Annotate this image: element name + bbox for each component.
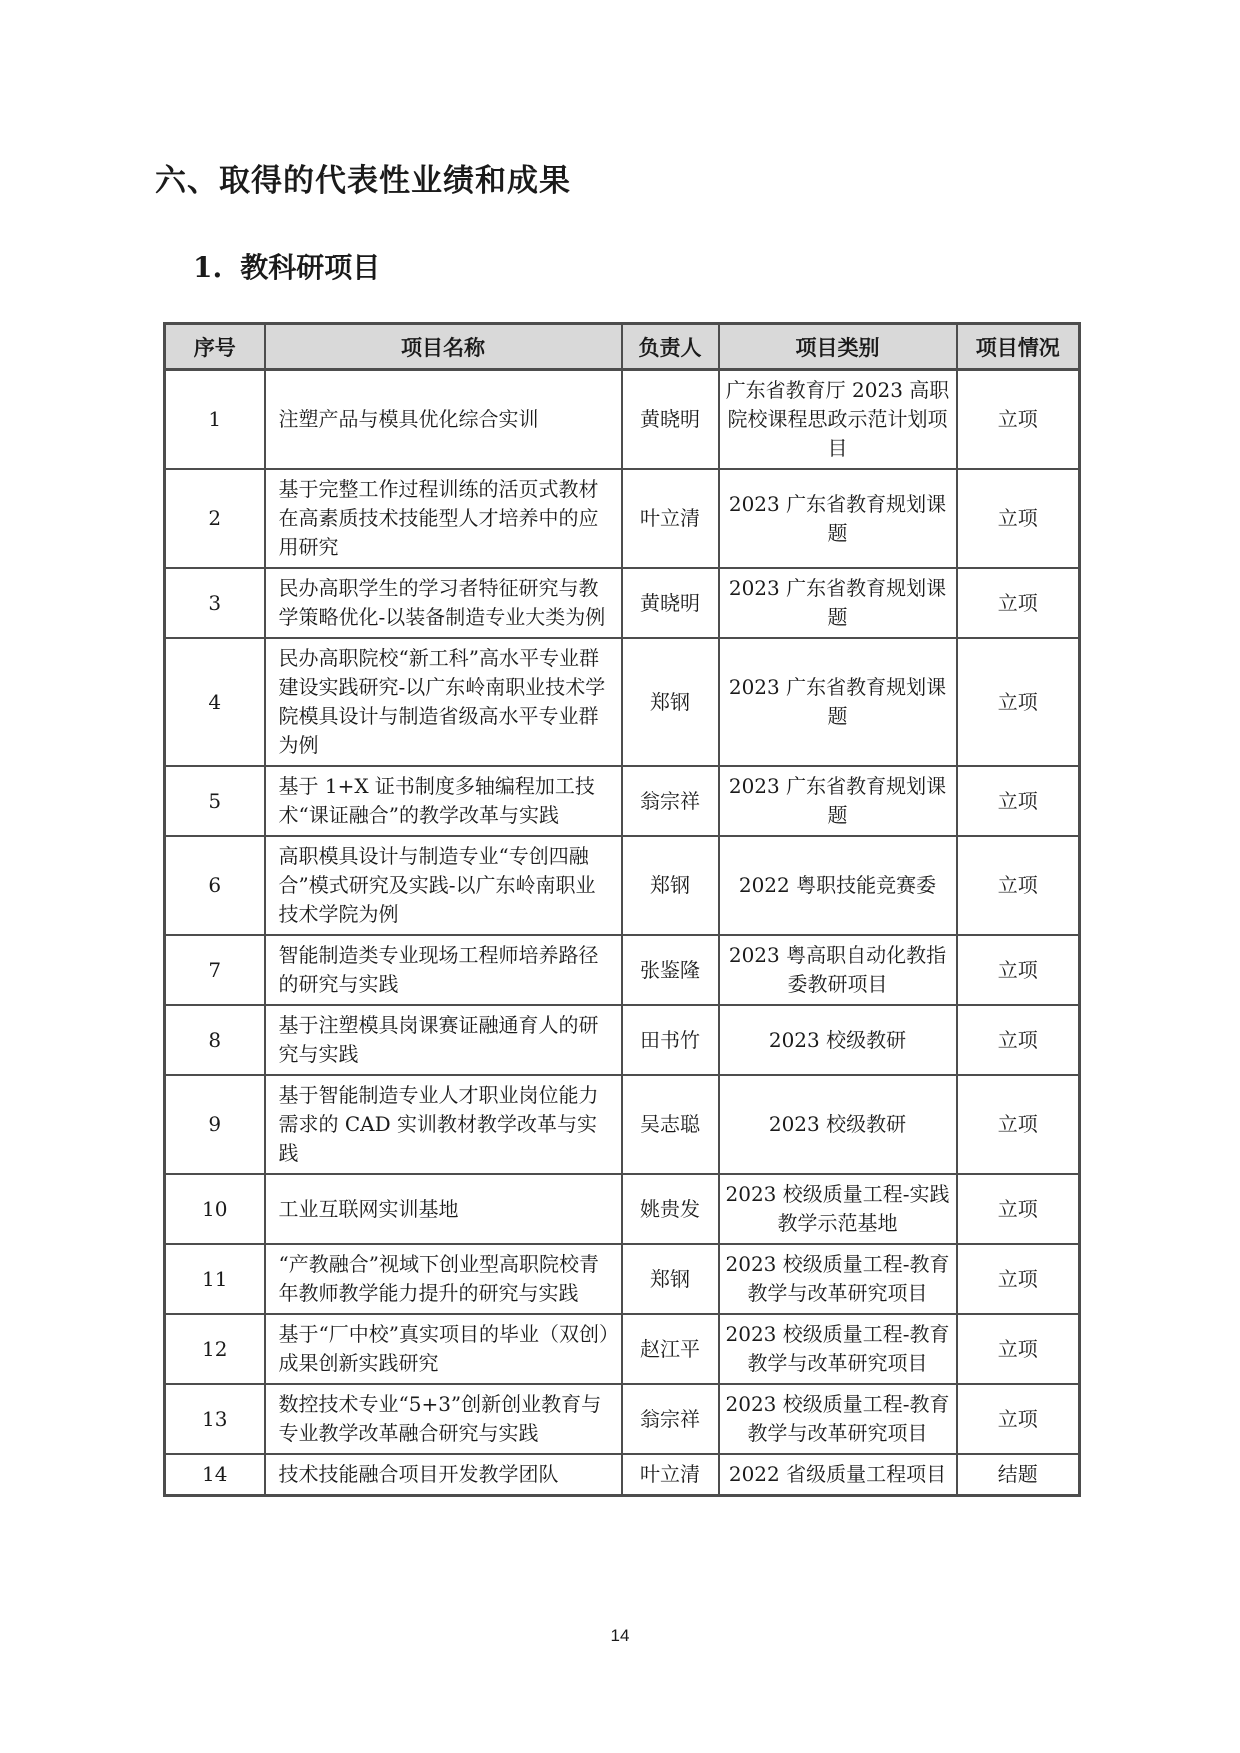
projects-table — [163, 322, 1081, 1497]
project-status-cell: 立项 — [957, 1314, 1080, 1384]
project-category-cell: 2022 省级质量工程项目 — [719, 1454, 957, 1496]
table-row — [165, 638, 1080, 766]
leader-name-cell: 叶立清 — [622, 1454, 719, 1496]
row-index-cell: 12 — [165, 1314, 265, 1384]
row-index-cell: 11 — [165, 1244, 265, 1314]
project-status-cell: 立项 — [957, 1384, 1080, 1454]
project-status-cell: 立项 — [957, 1174, 1080, 1244]
table-header-row — [165, 324, 1080, 370]
project-status-cell: 立项 — [957, 568, 1080, 638]
project-status-cell: 立项 — [957, 469, 1080, 568]
project-name-cell: 注塑产品与模具优化综合实训 — [265, 370, 622, 470]
row-index-cell: 9 — [165, 1075, 265, 1174]
column-header-category: 项目类别 — [719, 324, 957, 370]
project-category-cell: 2023 粤高职自动化教指委教研项目 — [719, 935, 957, 1005]
project-status-cell: 立项 — [957, 1244, 1080, 1314]
project-category-cell: 2023 广东省教育规划课题 — [719, 469, 957, 568]
leader-name-cell: 黄晓明 — [622, 568, 719, 638]
row-index-cell: 6 — [165, 836, 265, 935]
column-header-index: 序号 — [165, 324, 265, 370]
leader-name-cell: 郑钢 — [622, 836, 719, 935]
project-name-cell: 基于“厂中校”真实项目的毕业（双创）成果创新实践研究 — [265, 1314, 622, 1384]
leader-name-cell: 翁宗祥 — [622, 1384, 719, 1454]
column-header-name: 项目名称 — [265, 324, 622, 370]
project-name-cell: 工业互联网实训基地 — [265, 1174, 622, 1244]
leader-name-cell: 张鉴隆 — [622, 935, 719, 1005]
project-name-cell: 基于智能制造专业人才职业岗位能力需求的 CAD 实训教材教学改革与实践 — [265, 1075, 622, 1174]
project-status-cell: 立项 — [957, 370, 1080, 470]
column-header-status: 项目情况 — [957, 324, 1080, 370]
table-row — [165, 1244, 1080, 1314]
project-name-cell: “产教融合”视域下创业型高职院校青年教师教学能力提升的研究与实践 — [265, 1244, 622, 1314]
project-name-cell: 民办高职学生的学习者特征研究与教学策略优化-以装备制造专业大类为例 — [265, 568, 622, 638]
project-name-cell: 基于 1+X 证书制度多轴编程加工技术“课证融合”的教学改革与实践 — [265, 766, 622, 836]
table-row — [165, 1005, 1080, 1075]
leader-name-cell: 赵江平 — [622, 1314, 719, 1384]
project-status-cell: 立项 — [957, 766, 1080, 836]
project-category-cell: 2023 校级质量工程-教育教学与改革研究项目 — [719, 1314, 957, 1384]
project-status-cell: 立项 — [957, 836, 1080, 935]
table-row — [165, 1454, 1080, 1496]
section-heading: 六、取得的代表性业绩和成果 — [155, 163, 571, 199]
row-index-cell: 14 — [165, 1454, 265, 1496]
project-category-cell: 2023 校级教研 — [719, 1005, 957, 1075]
row-index-cell: 1 — [165, 370, 265, 470]
table-row — [165, 469, 1080, 568]
row-index-cell: 5 — [165, 766, 265, 836]
project-category-cell: 2022 粤职技能竞赛委 — [719, 836, 957, 935]
project-name-cell: 智能制造类专业现场工程师培养路径的研究与实践 — [265, 935, 622, 1005]
project-category-cell: 广东省教育厅 2023 高职院校课程思政示范计划项目 — [719, 370, 957, 470]
project-category-cell: 2023 广东省教育规划课题 — [719, 638, 957, 766]
leader-name-cell: 田书竹 — [622, 1005, 719, 1075]
leader-name-cell: 吴志聪 — [622, 1075, 719, 1174]
column-header-leader: 负责人 — [622, 324, 719, 370]
project-status-cell: 结题 — [957, 1454, 1080, 1496]
leader-name-cell: 翁宗祥 — [622, 766, 719, 836]
table-row — [165, 1075, 1080, 1174]
project-category-cell: 2023 校级教研 — [719, 1075, 957, 1174]
row-index-cell: 4 — [165, 638, 265, 766]
project-status-cell: 立项 — [957, 1075, 1080, 1174]
row-index-cell: 7 — [165, 935, 265, 1005]
project-name-cell: 高职模具设计与制造专业“专创四融合”模式研究及实践-以广东岭南职业技术学院为例 — [265, 836, 622, 935]
table-row — [165, 836, 1080, 935]
project-category-cell: 2023 校级质量工程-教育教学与改革研究项目 — [719, 1244, 957, 1314]
project-name-cell: 基于完整工作过程训练的活页式教材在高素质技术技能型人才培养中的应用研究 — [265, 469, 622, 568]
table-row — [165, 568, 1080, 638]
row-index-cell: 8 — [165, 1005, 265, 1075]
leader-name-cell: 黄晓明 — [622, 370, 719, 470]
project-name-cell: 技术技能融合项目开发教学团队 — [265, 1454, 622, 1496]
leader-name-cell: 郑钢 — [622, 1244, 719, 1314]
table-row — [165, 1174, 1080, 1244]
project-category-cell: 2023 校级质量工程-实践教学示范基地 — [719, 1174, 957, 1244]
project-name-cell: 民办高职院校“新工科”高水平专业群建设实践研究-以广东岭南职业技术学院模具设计与制造省级高水平专业群为例 — [265, 638, 622, 766]
table-body — [165, 370, 1080, 1496]
table-row — [165, 766, 1080, 836]
row-index-cell: 3 — [165, 568, 265, 638]
leader-name-cell: 姚贵发 — [622, 1174, 719, 1244]
project-status-cell: 立项 — [957, 935, 1080, 1005]
table-row — [165, 935, 1080, 1005]
project-category-cell: 2023 校级质量工程-教育教学与改革研究项目 — [719, 1384, 957, 1454]
row-index-cell: 2 — [165, 469, 265, 568]
project-name-cell: 基于注塑模具岗课赛证融通育人的研究与实践 — [265, 1005, 622, 1075]
table-row — [165, 1314, 1080, 1384]
project-status-cell: 立项 — [957, 1005, 1080, 1075]
row-index-cell: 13 — [165, 1384, 265, 1454]
project-category-cell: 2023 广东省教育规划课题 — [719, 766, 957, 836]
row-index-cell: 10 — [165, 1174, 265, 1244]
table-row — [165, 370, 1080, 470]
subsection-number: 1. — [193, 251, 223, 284]
page-number: 14 — [610, 1626, 630, 1645]
project-name-cell: 数控技术专业“5+3”创新创业教育与专业教学改革融合研究与实践 — [265, 1384, 622, 1454]
project-status-cell: 立项 — [957, 638, 1080, 766]
leader-name-cell: 郑钢 — [622, 638, 719, 766]
project-category-cell: 2023 广东省教育规划课题 — [719, 568, 957, 638]
leader-name-cell: 叶立清 — [622, 469, 719, 568]
table-row — [165, 1384, 1080, 1454]
subsection-title: 教科研项目 — [240, 251, 381, 284]
subsection-heading — [193, 246, 1240, 286]
